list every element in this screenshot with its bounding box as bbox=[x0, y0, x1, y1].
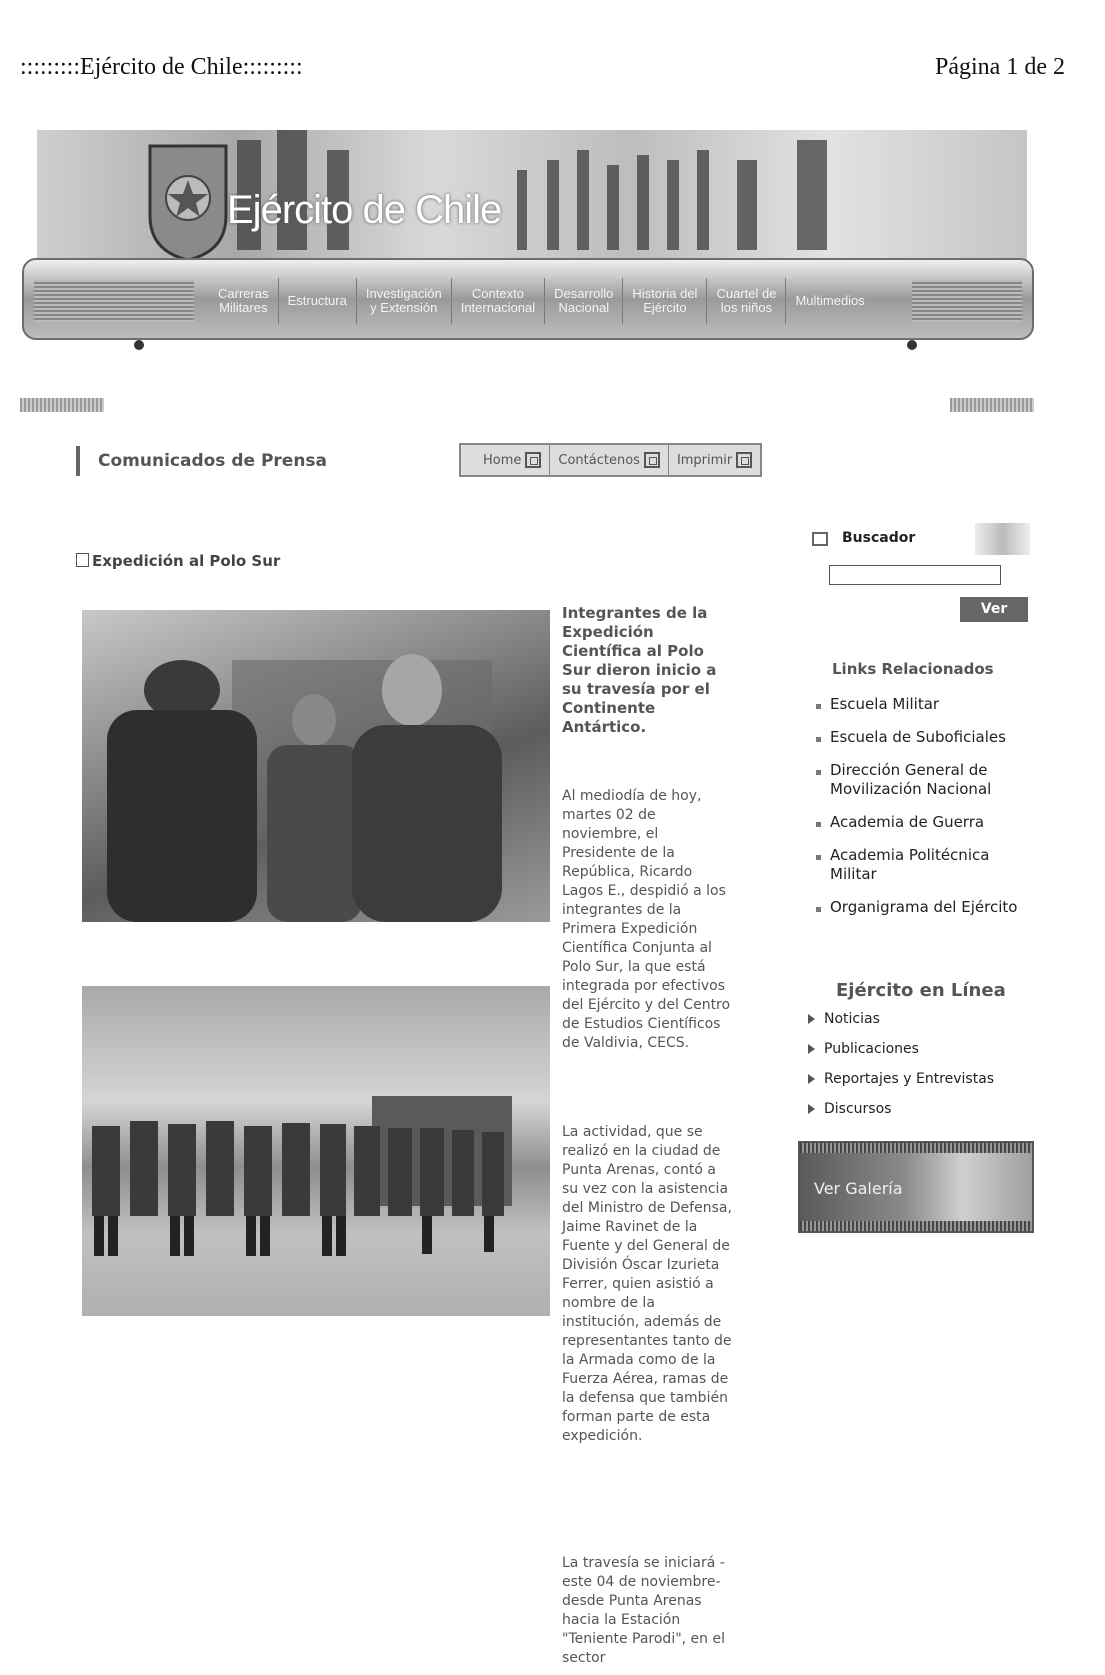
print-label: Imprimir bbox=[676, 452, 733, 468]
nav-historia[interactable]: Historia del Ejército bbox=[622, 278, 706, 324]
nav-desarrollo-nacional[interactable]: Desarrollo Nacional bbox=[544, 278, 622, 324]
printer-icon bbox=[736, 452, 752, 468]
nav-contexto-internacional[interactable]: Contexto Internacional bbox=[451, 278, 544, 324]
link-academia-politecnica[interactable]: Academia Politécnica Militar bbox=[816, 846, 1036, 884]
banner-title: Ejército de Chile bbox=[227, 188, 502, 232]
nav-investigacion[interactable]: Investigación y Extensión bbox=[356, 278, 451, 324]
mail-icon bbox=[644, 452, 660, 468]
navbar-grill bbox=[912, 280, 1022, 322]
online-discursos[interactable]: Discursos bbox=[808, 1100, 1028, 1118]
related-links-list bbox=[816, 695, 1036, 931]
search-button[interactable]: Ver bbox=[960, 597, 1028, 622]
page-toolbar bbox=[459, 443, 762, 477]
online-reportajes[interactable]: Reportajes y Entrevistas bbox=[808, 1070, 1028, 1088]
article-title-text: Expedición al Polo Sur bbox=[92, 552, 281, 570]
print-header bbox=[20, 54, 1065, 94]
bullet-box-icon bbox=[76, 553, 89, 567]
navbar-grill bbox=[34, 280, 194, 322]
article-lead: Integrantes de la Expedición Científica al Polo Sur dieron inicio a su travesía por el Continente Antártico. bbox=[562, 604, 717, 736]
online-title: Ejército en Línea bbox=[836, 980, 1006, 1001]
online-list bbox=[808, 1010, 1028, 1130]
photo-officials-figures bbox=[82, 610, 550, 922]
link-organigrama[interactable]: Organigrama del Ejército bbox=[816, 898, 1036, 917]
link-escuela-suboficiales[interactable]: Escuela de Suboficiales bbox=[816, 728, 1036, 747]
divider-strip bbox=[950, 398, 1034, 412]
nav-cuartel-ninos[interactable]: Cuartel de los niños bbox=[706, 278, 785, 324]
search-decoration bbox=[975, 523, 1030, 555]
navbar-rivet bbox=[907, 340, 917, 350]
article-photo-officials bbox=[82, 610, 550, 922]
site-banner bbox=[22, 130, 1034, 358]
search-input[interactable] bbox=[829, 565, 1001, 585]
home-button[interactable] bbox=[461, 445, 549, 475]
nav-multimedios[interactable]: Multimedios bbox=[785, 278, 873, 324]
navbar-rivet bbox=[134, 340, 144, 350]
emblem-icon bbox=[142, 136, 234, 264]
gallery-banner[interactable] bbox=[798, 1141, 1034, 1233]
home-label: Home bbox=[483, 452, 522, 468]
section-title: Comunicados de Prensa bbox=[76, 446, 327, 476]
divider-strip bbox=[20, 398, 104, 412]
links-title: Links Relacionados bbox=[832, 660, 994, 678]
main-navbar bbox=[22, 258, 1034, 340]
link-movilizacion-nacional[interactable]: Dirección General de Movilización Nacional bbox=[816, 761, 1036, 799]
search-icon bbox=[812, 532, 828, 546]
print-button[interactable] bbox=[668, 445, 760, 475]
gallery-label: Ver Galería bbox=[814, 1179, 903, 1198]
search-label: Buscador bbox=[842, 530, 916, 546]
photo-team-figures bbox=[82, 986, 550, 1316]
home-icon bbox=[525, 452, 541, 468]
article-paragraph-3: La travesía se iniciará -este 04 de noviembre- desde Punta Arenas hacia la Estación "Teniente Parodi", en el sector bbox=[562, 1555, 725, 1666]
contact-button[interactable] bbox=[549, 445, 668, 475]
link-academia-guerra[interactable]: Academia de Guerra bbox=[816, 813, 1036, 832]
online-noticias[interactable]: Noticias bbox=[808, 1010, 1028, 1028]
page-number: Página 1 de 2 bbox=[935, 54, 1065, 80]
article-paragraph-1: Al mediodía de hoy, martes 02 de noviembre, el Presidente de la República, Ricardo Lagos E., despidió a los integrantes de la Primera Expedición Científica Conjunta al Polo Sur, la que está integrada por efectivos del Ejército y del Centro de Estudios Científicos de Valdivia, CECS. bbox=[562, 788, 731, 1051]
nav-carreras-militares[interactable]: Carreras Militares bbox=[218, 286, 269, 315]
nav-estructura[interactable]: Estructura bbox=[278, 278, 356, 324]
online-publicaciones[interactable]: Publicaciones bbox=[808, 1040, 1028, 1058]
contact-label: Contáctenos bbox=[558, 452, 640, 468]
article-paragraph-2: La actividad, que se realizó en la ciudad de Punta Arenas, contó a su vez con la asistencia del Ministro de Defensa, Jaime Ravinet de la Fuente y del General de División Óscar Izurieta Ferrer, quien asistió a nombre de la institución, además de representantes tanto de la Armada como de la Fuerza Aérea, ramas de la defensa que también forman parte de esta expedición. bbox=[562, 1124, 732, 1444]
print-title: :::::::::Ejército de Chile::::::::: bbox=[20, 54, 303, 80]
nav-items bbox=[209, 278, 874, 324]
article-title bbox=[76, 552, 280, 570]
link-escuela-militar[interactable]: Escuela Militar bbox=[816, 695, 1036, 714]
article-photo-expedition-team bbox=[82, 986, 550, 1316]
